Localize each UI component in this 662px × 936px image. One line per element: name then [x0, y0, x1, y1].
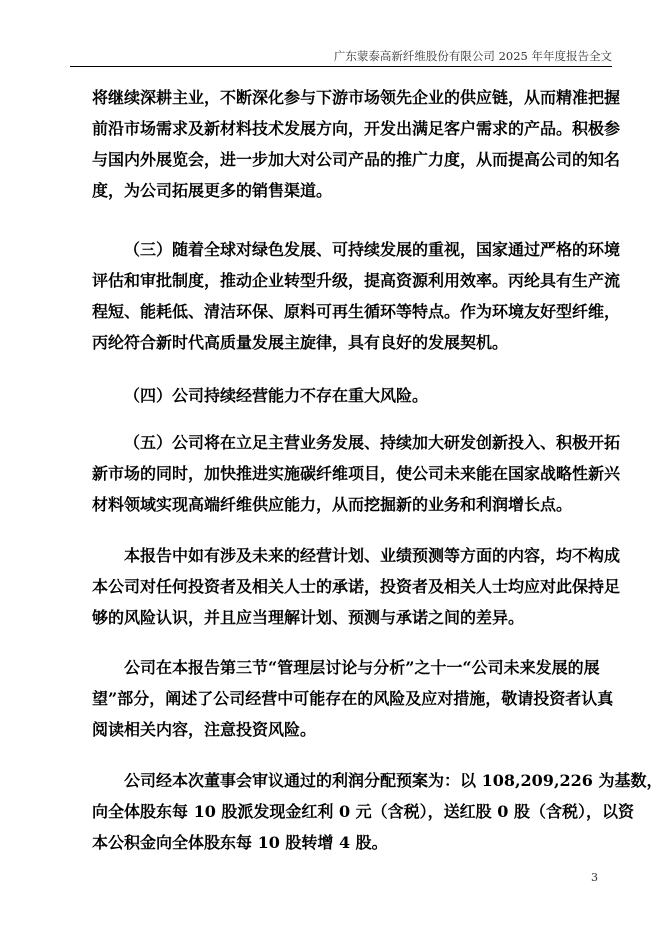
text-line: 够的风险认识，并且应当理解计划、预测与承诺之间的差异。 — [92, 608, 525, 627]
page-number: 3 — [591, 871, 598, 884]
paragraph-risk-notice — [92, 652, 614, 745]
text-line: 度，为公司拓展更多的销售渠道。 — [92, 181, 333, 200]
text-line: 本公积金向全体股东每 10 股转增 4 股。 — [92, 833, 388, 852]
text-line: 本公司对任何投资者及相关人士的承诺，投资者及相关人士均应对此保持足 — [92, 577, 621, 596]
text-line: 阅读相关内容，注意投资风险。 — [92, 720, 317, 739]
text-line: （四）公司持续经营能力不存在重大风险。 — [124, 386, 429, 405]
text-line: 程短、能耗低、清洁环保、原料可再生循环等特点。作为环境友好型纤维， — [92, 302, 621, 321]
text-line: 与国内外展览会，进一步加大对公司产品的推广力度，从而提高公司的知名 — [92, 150, 621, 169]
text-line: 丙纶符合新时代高质量发展主旋律，具有良好的发展契机。 — [92, 333, 509, 352]
text-line: 本报告中如有涉及未来的经营计划、业绩预测等方面的内容，均不构成 — [124, 546, 621, 565]
text-line: 望”部分，阐述了公司经营中可能存在的风险及应对措施，敬请投资者认真 — [92, 689, 614, 708]
text-line: 材料领域实现高端纤维供应能力，从而挖掘新的业务和利润增长点。 — [92, 495, 573, 514]
text-line: 评估和审批制度，推动企业转型升级，提高资源利用效率。丙纶具有生产流 — [92, 271, 621, 290]
paragraph-item-five — [92, 427, 621, 520]
running-header: 广东蒙泰高新纤维股份有限公司 2025 年年度报告全文 — [333, 49, 612, 63]
text-line: （三）随着全球对绿色发展、可持续发展的重视，国家通过严格的环境 — [124, 240, 621, 259]
text-line: 向全体股东每 10 股派发现金红利 0 元（含税），送红股 0 股（含税），以资 — [92, 802, 634, 821]
paragraph-market-continuation — [92, 82, 621, 206]
paragraph-forward-looking-disclaimer — [92, 540, 621, 633]
text-line: 公司在本报告第三节“管理层讨论与分析”之十一“公司未来发展的展 — [124, 658, 600, 677]
text-line: 新市场的同时，加快推进实施碳纤维项目，使公司未来能在国家战略性新兴 — [92, 464, 621, 483]
text-line: 前沿市场需求及新材料技术发展方向，开发出满足客户需求的产品。积极参 — [92, 119, 621, 138]
paragraph-profit-distribution — [92, 765, 662, 858]
header-rule — [70, 66, 612, 67]
text-line: （五）公司将在立足主营业务发展、持续加大研发创新投入、积极开拓 — [124, 433, 621, 452]
paragraph-item-four — [92, 380, 590, 411]
text-line: 将继续深耕主业，不断深化参与下游市场领先企业的供应链，从而精准把握 — [92, 88, 621, 107]
paragraph-item-three — [92, 234, 621, 358]
text-line: 公司经本次董事会审议通过的利润分配预案为：以 108,209,226 为基数， — [124, 771, 662, 790]
